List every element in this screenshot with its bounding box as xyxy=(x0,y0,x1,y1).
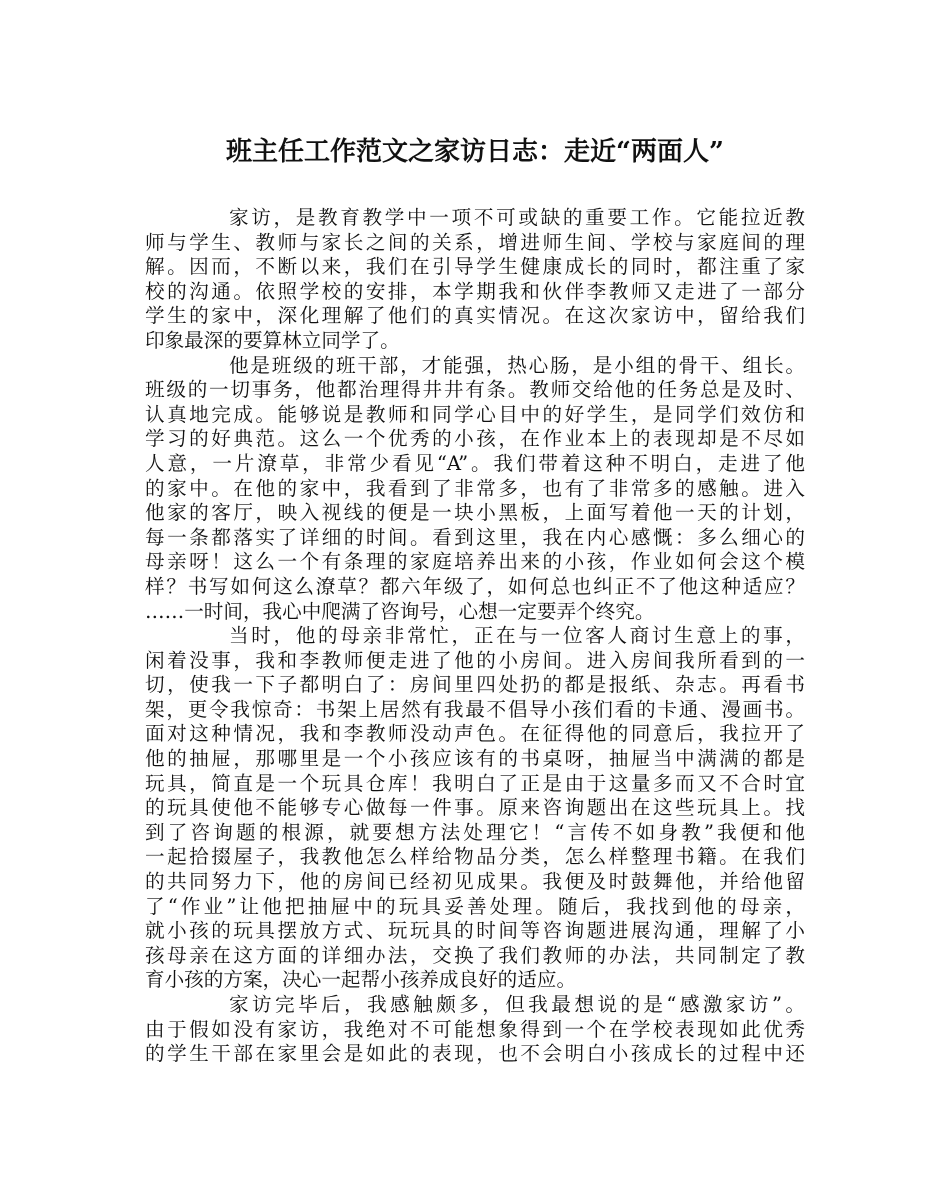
paragraph-line: 他是班级的班干部，才能强，热心肠，是小组的骨干、组长。 xyxy=(229,353,805,377)
paragraph-line: 他家的客厅，映入视线的便是一块小黑板，上面写着他一天的计划， xyxy=(145,501,805,525)
paragraph-line: 的家中。在他的家中，我看到了非常多，也有了非常多的感触。进入 xyxy=(145,476,805,500)
paragraph-line: 家访完毕后，我感触颇多，但我最想说的是“感激家访”。 xyxy=(229,993,805,1016)
paragraph-line: 的共同努力下，他的房间已经初见成果。我便及时鼓舞他，并给他留 xyxy=(145,870,805,894)
paragraph-line: 面对这种情况，我和李教师没动声色。在征得他的同意后，我拉开了 xyxy=(145,722,805,746)
paragraph-line: 解。因而，不断以来，我们在引导学生健康成长的同时，都注重了家 xyxy=(145,255,805,279)
paragraph-line: 了“作业”让他把抽屉中的玩具妥善处理。随后，我找到他的母亲， xyxy=(145,894,805,918)
paragraph-line: 育小孩的方案，决心一起帮小孩养成良好的适应。 xyxy=(145,968,577,992)
paragraph xyxy=(145,206,805,354)
paragraph xyxy=(145,354,805,625)
document-body xyxy=(145,206,805,1067)
paragraph-line: 人意，一片潦草，非常少看见“A”。我们带着这种不明白，走进了他 xyxy=(145,451,805,475)
paragraph-line: 师与学生、教师与家长之间的关系，增进师生间、学校与家庭间的理 xyxy=(145,230,805,254)
paragraph-line: 他的抽屉，那哪里是一个小孩应该有的书桌呀，抽屉当中满满的都是 xyxy=(145,747,805,771)
paragraph-line: 每一条都落实了详细的时间。看到这里，我在内心感慨：多么细心的 xyxy=(145,525,805,549)
paragraph xyxy=(145,624,805,993)
paragraph-line: 孩母亲在这方面的详细办法，交换了我们教师的办法，共同制定了教 xyxy=(145,943,805,967)
paragraph-line: 一起拾掇屋子，我教他怎么样给物品分类，怎么样整理书籍。在我们 xyxy=(145,845,805,869)
paragraph-line: 由于假如没有家访，我绝对不可能想象得到一个在学校表现如此优秀 xyxy=(145,1017,805,1041)
paragraph-line: 玩具，简直是一个玩具仓库！我明白了正是由于这量多而又不合时宜 xyxy=(145,771,805,795)
paragraph-line: 班级的一切事务，他都治理得井井有条。教师交给他的任务总是及时、 xyxy=(145,378,805,402)
paragraph-line: 架，更令我惊奇：书架上居然有我最不倡导小孩们看的卡通、漫画书。 xyxy=(145,697,805,721)
paragraph-line: 当时，他的母亲非常忙，正在与一位客人商讨生意上的事， xyxy=(229,624,805,648)
paragraph-line: ……一时间，我心中爬满了咨询号，心想一定要弄个终究。 xyxy=(145,599,655,623)
paragraph-line: 学生的家中，深化理解了他们的真实情况。在这次家访中，留给我们 xyxy=(145,304,805,328)
paragraph-line: 家访，是教育教学中一项不可或缺的重要工作。它能拉近教 xyxy=(229,206,805,229)
paragraph-line: 的学生干部在家里会是如此的表现，也不会明白小孩成长的过程中还 xyxy=(145,1042,805,1066)
paragraph-line: 切，使我一下子都明白了：房间里四处扔的都是报纸、杂志。再看书 xyxy=(145,673,805,697)
paragraph-line: 的玩具使他不能够专心做每一件事。原来咨询题出在这些玩具上。找 xyxy=(145,796,805,820)
paragraph-line: 就小孩的玩具摆放方式、玩玩具的时间等咨询题进展沟通，理解了小 xyxy=(145,919,805,943)
paragraph-line: 学习的好典范。这么一个优秀的小孩，在作业本上的表现却是不尽如 xyxy=(145,427,805,451)
paragraph-line: 到了咨询题的根源，就要想方法处理它！“言传不如身教”我便和他 xyxy=(145,820,805,844)
paragraph-line: 认真地完成。能够说是教师和同学心目中的好学生，是同学们效仿和 xyxy=(145,402,805,426)
document-title: 班主任工作范文之家访日志：走近“两面人” xyxy=(226,137,724,167)
paragraph-line: 印象最深的要算林立同学了。 xyxy=(145,328,400,352)
paragraph-line: 样？书写如何这么潦草？都六年级了，如何总也纠正不了他这种适应？ xyxy=(145,574,805,598)
paragraph xyxy=(145,993,805,1067)
paragraph-line: 校的沟通。依照学校的安排，本学期我和伙伴李教师又走进了一部分 xyxy=(145,279,805,303)
paragraph-line: 母亲呀！这么一个有条理的家庭培养出来的小孩，作业如何会这个模 xyxy=(145,550,805,574)
paragraph-line: 闲着没事，我和李教师便走进了他的小房间。进入房间我所看到的一 xyxy=(145,648,805,672)
